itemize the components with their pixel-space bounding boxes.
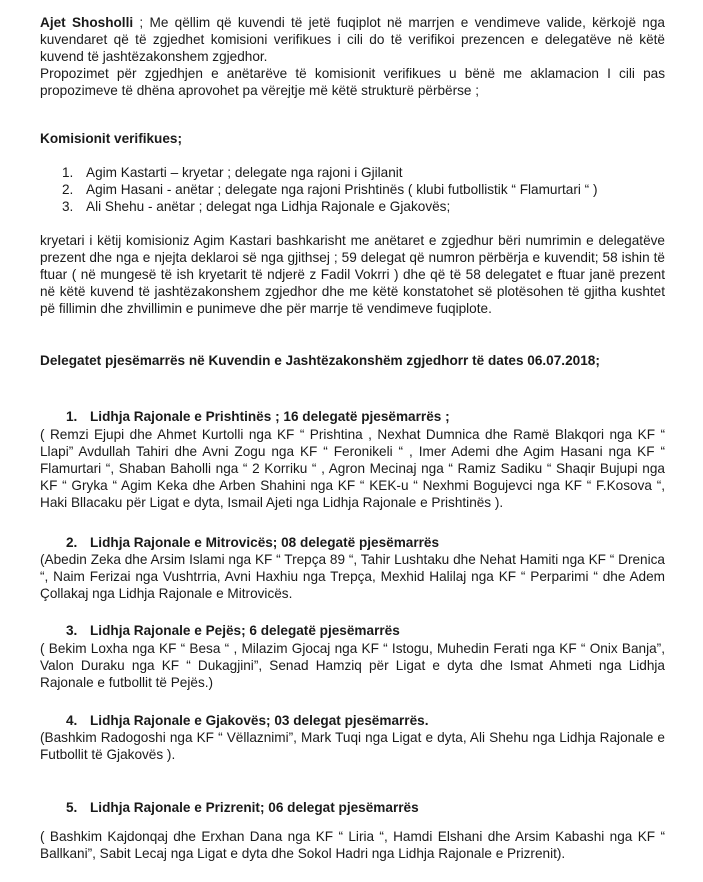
list-text: Agim Kastarti – kryetar ; delegate nga rajoni i Gjilanit <box>86 165 403 180</box>
section-number: 4. <box>66 713 78 728</box>
list-number: 1. <box>62 165 74 180</box>
list-item <box>62 198 662 215</box>
speaker-name: Ajet Shosholli <box>40 15 134 30</box>
commission-heading: Komisionit verifikues; <box>40 131 183 146</box>
list-text: Ali Shehu - anëtar ; delegat nga Lidhja Rajonale e Gjakovës; <box>86 199 451 214</box>
delegates-heading: Delegatet pjesëmarrës në Kuvendin e Jashtëzakonshëm zgjedhorr të dates 06.07.2018; <box>40 353 600 368</box>
count-paragraph: kryetari i këtij komisioniz Agim Kastari bashkarisht me anëtaret e zgjedhur bëri numrimin e delegatëve prezent dhe nga e njejta deklaroi së nga gjithsej ; 59 delegat që numron përbërja e kuvendit; 58 ishin të ftuar ( në mungesë të ish kryetarit të ndjerë z Fadil Vokrri ) dhe që të 58 delegatet e ftuar janë prezent në këtë kuvend të jashtëzakonshem zgjedhor dhe me këtë konstatohet së plotësohen të gjitha kushtet pë fillimin dhe zhvillimin e punimeve dhe për marrje të vendimeve fuqiplote. <box>40 233 665 316</box>
section-heading <box>66 622 666 639</box>
section-heading <box>66 534 666 551</box>
intro-paragraph <box>40 14 665 99</box>
section-number: 5. <box>66 800 78 815</box>
section-body: (Abedin Zeka dhe Arsim Islami nga KF “ Trepça 89 “, Tahir Lushtaku dhe Nehat Hamiti nga KF “ Drenica “, Naim Ferizai nga Vushtrria, Avni Haxhiu nga Trepça, Mexhid Halilaj nga KF “ Perparimi “ dhe Adem Çollakaj nga Lidhja Rajonale e Mitrovicës. <box>40 552 665 601</box>
list-text: Agim Hasani - anëtar ; delegate nga rajoni Prishtinës ( klubi futbollistik “ Flamurtari “ ) <box>86 182 598 197</box>
section-body: (Bashkim Radogoshi nga KF “ Vëllaznimi”, Mark Tuqi nga Ligat e dyta, Ali Shehu nga Lidhja Rajonale e Futbollit të Gjakovës ). <box>40 730 665 762</box>
section-body: ( Remzi Ejupi dhe Ahmet Kurtolli nga KF “ Prishtina , Nexhat Dumnica dhe Ramë Blakqori nga KF “ Llapi” Avdullah Tahiri dhe Avni Zogu nga KF “ Feronikeli “ , Imer Ademi dhe Agim Hasani nga KF “ Flamurtari “, Shaban Baholli nga “ 2 Korriku “ , Agron Mecinaj nga “ Ramiz Sadiku “ Shaqir Bujupi nga KF “ Gryka “ Agim Keka dhe Arben Shahini nga KF “ KEK-u “ Nexhmi Bogujevci nga KF “ F.Kosova “, Haki Bllacaku për Ligat e dyta, Ismail Ajeti nga Lidhja Rajonale e Prishtinës ). <box>40 427 665 510</box>
section-number: 3. <box>66 623 78 638</box>
section-body: ( Bekim Loxha nga KF “ Besa “ , Milazim Gjocaj nga KF “ Istogu, Muhedin Ferati nga KF “ Onix Banja”, Valon Duraku nga KF “ Dukagjini”, Senad Hamziq për Ligat e dyta dhe Ismat Ahmeti nga Lidhja Rajonale e futbollit të Pejës.) <box>40 641 665 690</box>
section-number: 1. <box>66 409 78 424</box>
section-title: Lidhja Rajonale e Mitrovicës; 08 delegatë pjesëmarrës <box>90 535 440 550</box>
intro-text: ; Me qëllim që kuvendi të jetë fuqiplot në marrjen e vendimeve valide, kërkojë nga kuvendaret që të zgjedhet komisioni verifikues i cili do të verifikoi prezencen e delegatëve në këtë kuvend të jashtëzakonshem zgjedhor. <box>40 15 665 64</box>
list-item <box>62 164 662 181</box>
section-body: ( Bashkim Kajdonqaj dhe Erxhan Dana nga KF “ Liria “, Hamdi Elshani dhe Arsim Kabashi nga KF “ Ballkani”, Sabit Lecaj nga Ligat e dyta dhe Sokol Hadri nga Lidhja Rajonale e Prizrenit). <box>40 829 665 861</box>
section-title: Lidhja Rajonale e Gjakovës; 03 delegat pjesëmarrës. <box>90 713 429 728</box>
section-heading <box>66 712 666 729</box>
list-item <box>62 181 662 198</box>
section-title: Lidhja Rajonale e Pejës; 6 delegatë pjesëmarrës <box>90 623 400 638</box>
section-heading <box>66 408 666 425</box>
section-title: Lidhja Rajonale e Prishtinës ; 16 delegatë pjesëmarrës ; <box>90 409 450 424</box>
section-heading <box>66 799 666 816</box>
commission-list <box>62 164 662 215</box>
proposal-text: Propozimet për zgjedhjen e anëtarëve të komisionit verifikues u bënë me aklamacion I cili pas propozimeve të dhëna aprovohet pa vërejtje më këtë strukturë përbërse ; <box>40 66 665 98</box>
list-number: 2. <box>62 182 74 197</box>
section-title: Lidhja Rajonale e Prizrenit; 06 delegat pjesëmarrës <box>90 800 419 815</box>
list-number: 3. <box>62 199 74 214</box>
section-number: 2. <box>66 535 78 550</box>
